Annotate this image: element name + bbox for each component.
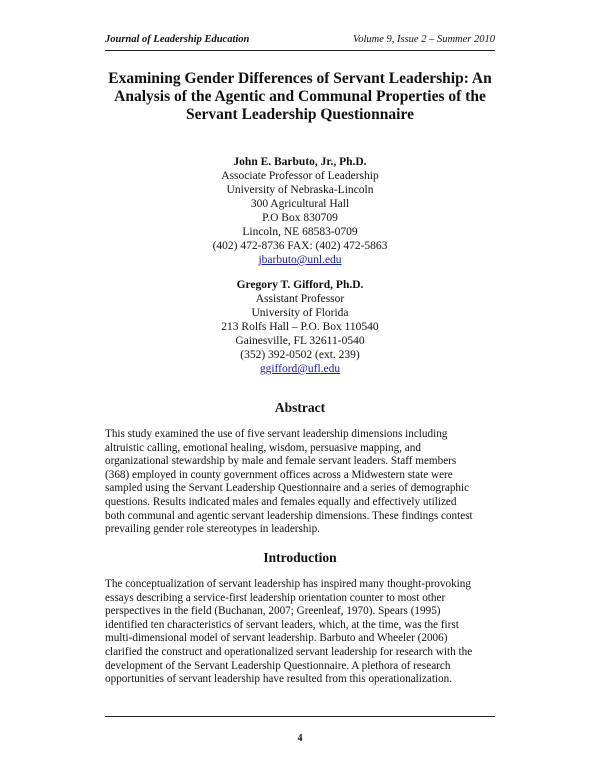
text-line: This study examined the use of five servant leadership dimensions including bbox=[105, 428, 448, 440]
text-line: (368) employed in county government offices across a Midwestern state were bbox=[105, 468, 453, 481]
text-line: multi-dimensional model of servant leadership. Barbuto and Wheeler (2006) bbox=[105, 632, 448, 645]
text-line: sampled using the Servant Leadership Questionnaire and a series of demographic bbox=[105, 482, 470, 495]
author-email-link[interactable]: ggifford@ufl.edu bbox=[259, 363, 341, 375]
text-line: opportunities of servant leadership have resulted from this operationalization. bbox=[105, 673, 453, 686]
footer-divider bbox=[105, 716, 495, 717]
author-affiliation-line: P.O Box 830709 bbox=[262, 212, 338, 224]
text-line: questions. Results indicated males and females equally and effectively utilized bbox=[105, 495, 457, 508]
introduction-heading: Introduction bbox=[263, 550, 337, 565]
running-header bbox=[105, 34, 495, 45]
text-line: perspectives in the field (Buchanan, 2007; Greenleaf, 1970). Spears (1995) bbox=[105, 605, 441, 618]
author-affiliation-line: 300 Agricultural Hall bbox=[250, 198, 350, 210]
issue-info: Volume 9, Issue 2 – Summer 2010 bbox=[352, 34, 495, 45]
author-affiliation-line: 213 Rolfs Hall – P.O. Box 110540 bbox=[221, 321, 379, 333]
text-line: altruistic calling, emotional healing, wisdom, persuasive mapping, and bbox=[105, 441, 421, 454]
author-affiliation-line: Lincoln, NE 68583-0709 bbox=[242, 226, 358, 238]
title-line: Servant Leadership Questionnaire bbox=[186, 106, 414, 123]
author-affiliation-line: University of Florida bbox=[251, 307, 349, 319]
author-affiliation-line: Assistant Professor bbox=[255, 293, 345, 305]
abstract-paragraph bbox=[105, 428, 500, 537]
text-line: prevailing gender role stereotypes in leadership. bbox=[105, 523, 320, 536]
abstract-heading: Abstract bbox=[274, 400, 326, 415]
author-name: Gregory T. Gifford, Ph.D. bbox=[236, 279, 364, 291]
author-name: John E. Barbuto, Jr., Ph.D. bbox=[233, 156, 367, 168]
text-line: identified ten characteristics of servant leaders, which, at the time, was the first bbox=[105, 618, 459, 631]
author-affiliation-line: Associate Professor of Leadership bbox=[221, 170, 379, 182]
author-affiliation-line: Gainesville, FL 32611-0540 bbox=[235, 335, 365, 347]
title-line: Examining Gender Differences of Servant Leadership: An bbox=[108, 70, 492, 87]
title-line: Analysis of the Agentic and Communal Properties of the bbox=[114, 88, 486, 105]
header-divider bbox=[105, 50, 495, 51]
author-affiliation-line: University of Nebraska-Lincoln bbox=[226, 184, 374, 196]
author-block-gifford bbox=[105, 278, 495, 376]
text-line: The conceptualization of servant leadership has inspired many thought-provoking bbox=[105, 578, 471, 590]
text-line: both communal and agentic servant leadership dimensions. These findings contest bbox=[105, 509, 473, 522]
text-line: essays describing a service-first leadership orientation counter to most other bbox=[105, 591, 446, 604]
journal-name: Journal of Leadership Education bbox=[105, 34, 250, 45]
author-affiliation-line: (402) 472-8736 FAX: (402) 472-5863 bbox=[212, 240, 388, 252]
author-affiliation-line: (352) 392-0502 (ext. 239) bbox=[240, 349, 360, 361]
text-line: development of the Servant Leadership Questionnaire. A plethora of research bbox=[105, 659, 451, 672]
page-number: 4 bbox=[297, 733, 303, 744]
introduction-paragraph bbox=[105, 578, 500, 687]
text-line: organizational stewardship by male and female servant leaders. Staff members bbox=[105, 455, 457, 468]
text-line: clarified the construct and operationalized servant leadership for research with the bbox=[105, 645, 473, 658]
author-block-barbuto bbox=[105, 155, 495, 267]
author-email-link[interactable]: jbarbuto@unl.edu bbox=[258, 254, 342, 266]
paper-title bbox=[95, 70, 505, 124]
